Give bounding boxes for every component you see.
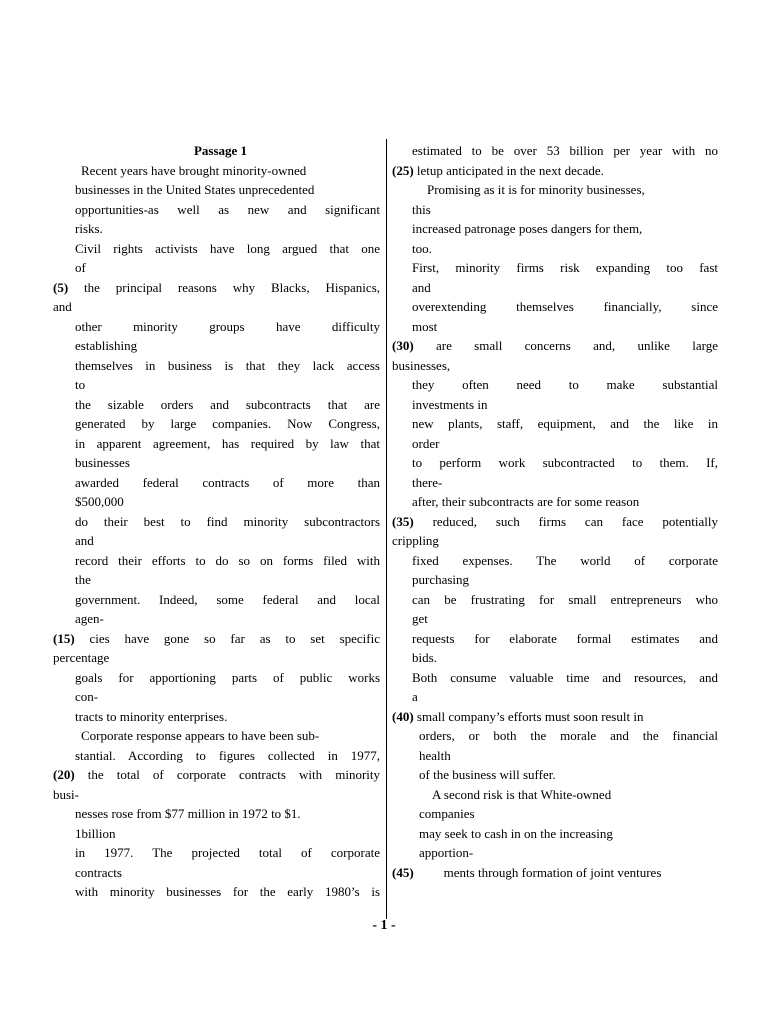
passage-line: of the business will suffer. xyxy=(419,767,556,782)
passage-line: to perform work subcontracted to them. If, xyxy=(412,455,718,470)
line-number: (40) xyxy=(392,708,414,724)
passage-line: in apparent agreement, has required by law that xyxy=(75,435,380,451)
passage-line: tracts to minority enterprises. xyxy=(75,708,228,724)
passage-line: contracts xyxy=(75,864,122,880)
passage-line: 1billion xyxy=(75,825,116,841)
passage-line xyxy=(53,629,380,649)
right-column xyxy=(392,141,718,882)
passage-line: this xyxy=(412,201,431,217)
passage-line: generated by large companies. Now Congress, xyxy=(75,416,380,431)
passage-line: in 1977. The projected total of corporate xyxy=(75,845,380,860)
passage-line: purchasing xyxy=(412,572,470,587)
passage-line xyxy=(392,512,718,532)
passage-line: and xyxy=(75,533,94,548)
passage-title-text: Passage 1 xyxy=(193,143,248,158)
line-number: (25) xyxy=(392,162,414,178)
line-number: (35) xyxy=(392,513,414,529)
passage-line: $500,000 xyxy=(75,494,124,509)
passage-line: there- xyxy=(412,474,443,490)
passage-line: Civil rights activists have long argued that one xyxy=(75,240,380,256)
passage-line: other minority groups have difficulty xyxy=(75,318,380,334)
passage-line xyxy=(53,278,380,298)
passage-line: estimated to be over 53 billion per year with no xyxy=(412,143,718,158)
left-column xyxy=(53,141,380,902)
line-number: (20) xyxy=(53,767,75,782)
line-number: (30) xyxy=(392,338,414,353)
passage-line: get xyxy=(412,611,428,626)
passage-line: too. xyxy=(412,240,432,256)
passage-line: Both consume valuable time and resources, and xyxy=(412,669,718,685)
passage-line: health xyxy=(419,747,451,763)
passage-line: of xyxy=(75,260,86,275)
passage-line: with minority businesses for the early 1980’s is xyxy=(75,884,380,899)
passage-line: goals for apportioning parts of public works xyxy=(75,669,380,685)
passage-line: Recent years have brought minority-owned xyxy=(81,162,307,178)
passage-line xyxy=(392,336,718,356)
passage-line: con- xyxy=(75,689,99,704)
passage-line: record their efforts to do so on forms filed with xyxy=(75,552,380,568)
passage-line: A second risk is that White-owned xyxy=(432,786,612,802)
passage-line: and xyxy=(53,299,72,314)
passage-line: themselves in business is that they lack access xyxy=(75,357,380,373)
line-text: the principal reasons why Blacks, Hispanics, xyxy=(84,279,380,295)
line-text: letup anticipated in the next decade. xyxy=(416,162,604,178)
passage-line: new plants, staff, equipment, and the like in xyxy=(412,416,718,431)
passage-line: companies xyxy=(419,806,475,821)
passage-line: risks. xyxy=(75,221,103,236)
line-text: the total of corporate contracts with minority xyxy=(87,767,380,782)
line-number: (45) xyxy=(392,864,414,880)
passage-line: government. Indeed, some federal and local xyxy=(75,591,380,607)
passage-line: businesses xyxy=(75,455,130,470)
passage-line: Corporate response appears to have been sub- xyxy=(81,728,320,743)
passage-line: may seek to cash in on the increasing xyxy=(419,825,613,841)
passage-line: and xyxy=(412,279,431,295)
passage-line: busi- xyxy=(53,786,79,802)
passage-line: after, their subcontracts are for some reason xyxy=(412,494,640,509)
passage-line: businesses in the United States unprecedented xyxy=(75,182,315,197)
passage-line: a xyxy=(412,689,418,704)
passage-title xyxy=(53,141,380,161)
passage-line xyxy=(392,863,718,883)
line-text: small company’s efforts must soon result in xyxy=(416,708,644,724)
left-column-lines xyxy=(53,161,380,902)
passage-line xyxy=(53,765,380,785)
passage-line: awarded federal contracts of more than xyxy=(75,474,380,490)
line-text: reduced, such firms can face potentially xyxy=(432,513,718,529)
line-text: ments through formation of joint ventures xyxy=(443,864,662,880)
passage-line: do their best to find minority subcontractors xyxy=(75,513,380,529)
passage-line xyxy=(392,707,718,727)
passage-line: crippling xyxy=(392,533,439,548)
line-number: (5) xyxy=(53,279,69,295)
passage-line: opportunities-as well as new and significant xyxy=(75,201,380,217)
passage-line: the sizable orders and subcontracts that are xyxy=(75,396,380,412)
passage-line: agen- xyxy=(75,611,104,626)
passage-line: nesses rose from $77 million in 1972 to $1. xyxy=(75,806,301,821)
passage-line: First, minority firms risk expanding too fast xyxy=(412,260,718,275)
passage-line: to xyxy=(75,377,86,392)
passage-line: percentage xyxy=(53,650,110,665)
page-number: - 1 - xyxy=(372,918,396,933)
passage-line: investments in xyxy=(412,396,488,412)
line-text: are small concerns and, unlike large xyxy=(435,338,718,353)
passage-line: most xyxy=(412,318,438,334)
passage-line: they often need to make substantial xyxy=(412,377,718,392)
passage-line: the xyxy=(75,572,91,587)
passage-line: businesses, xyxy=(392,357,451,373)
passage-line: establishing xyxy=(75,338,138,353)
line-text: cies have gone so far as to set specific xyxy=(89,630,380,646)
passage-line: Promising as it is for minority businesses, xyxy=(427,182,645,197)
passage-line: increased patronage poses dangers for them, xyxy=(412,221,643,236)
passage-line: apportion- xyxy=(419,845,474,860)
passage-line: can be frustrating for small entrepreneurs who xyxy=(412,591,718,607)
passage-line: bids. xyxy=(412,650,437,665)
passage-line: overextending themselves financially, since xyxy=(412,299,718,314)
column-divider xyxy=(386,139,387,919)
passage-line: stantial. According to figures collected in 1977, xyxy=(75,747,380,763)
passage-line: order xyxy=(412,435,440,451)
passage-line: orders, or both the morale and the financial xyxy=(419,728,718,743)
passage-line: requests for elaborate formal estimates and xyxy=(412,630,718,646)
passage-line xyxy=(392,161,718,181)
passage-line: fixed expenses. The world of corporate xyxy=(412,552,718,568)
line-number: (15) xyxy=(53,630,75,646)
right-column-lines xyxy=(392,141,718,882)
